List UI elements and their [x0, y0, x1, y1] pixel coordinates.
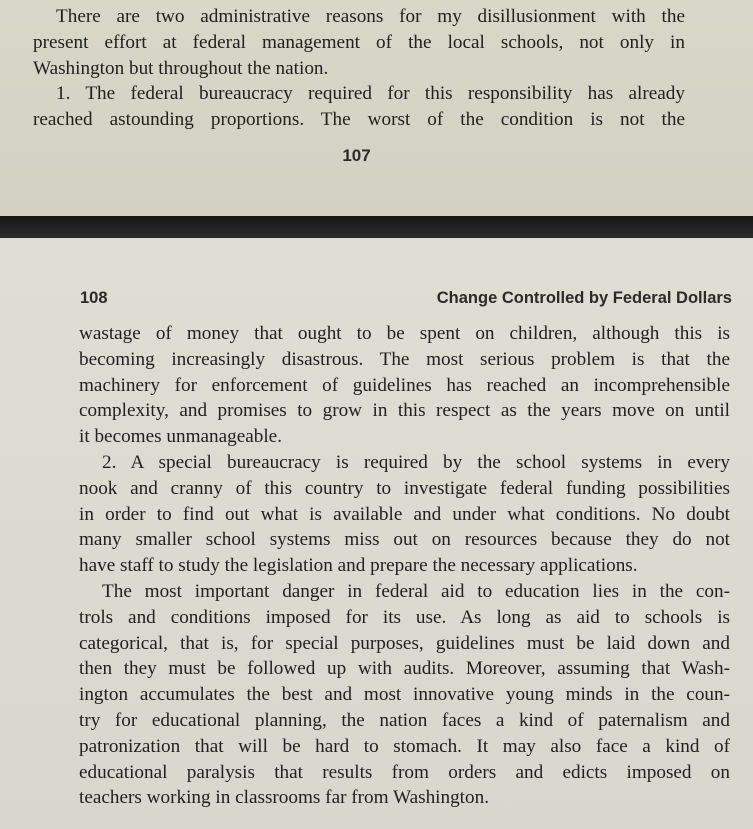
text-line: then they must be followed up with audits. Moreover, assuming that Wash- [79, 658, 730, 680]
text-line: in order to find out what is available and under what conditions. No doubt [79, 503, 730, 525]
page-number-108: 108 [80, 289, 108, 307]
text-line: patronization that will be hard to stomach. It may also face a kind of [79, 735, 730, 757]
book-gutter [0, 216, 753, 238]
text-line: try for educational planning, the nation faces a kind of paternalism and [79, 709, 730, 731]
text-line: reached astounding proportions. The worst of the condition is not the [33, 109, 685, 131]
text-line: present effort at federal management of the local schools, not only in [33, 31, 685, 53]
text-line: trols and conditions imposed for its use. As long as aid to schools is [79, 606, 730, 628]
text-line: machinery for enforcement of guidelines has reached an incomprehensible [79, 374, 730, 396]
page-number-107: 107 [342, 146, 371, 165]
text-line: teachers working in classrooms far from Washington. [79, 787, 490, 809]
text-line: There are two administrative reasons for my disillusionment with the [56, 6, 685, 27]
text-line: wastage of money that ought to be spent on children, although this is [79, 323, 730, 344]
page-107-text [33, 4, 685, 133]
page-108 [0, 238, 753, 829]
page-108-text [79, 321, 730, 811]
text-line: educational paralysis that results from orders and edicts imposed on [79, 761, 730, 783]
text-line: many smaller school systems miss out on resources because they do not [79, 529, 730, 551]
text-line: have staff to study the legislation and prepare the necessary applications. [79, 555, 638, 577]
page-107 [0, 0, 753, 216]
text-line: it becomes unmanageable. [79, 426, 282, 448]
text-line: nook and cranny of this country to investigate federal funding possibilities [79, 477, 730, 499]
text-line: The most important danger in federal aid to education lies in the con- [102, 580, 730, 602]
text-line: 1. The federal bureaucracy required for this responsibility has already [56, 83, 685, 105]
text-line: Washington but throughout the nation. [33, 57, 329, 79]
chapter-title: Change Controlled by Federal Dollars [436, 289, 732, 307]
text-line: ington accumulates the best and most innovative young minds in the coun- [79, 684, 730, 706]
text-line: 2. A special bureaucracy is required by the school systems in every [102, 451, 730, 473]
text-line: becoming increasingly disastrous. The most serious problem is that the [79, 348, 730, 370]
text-line: complexity, and promises to grow in this respect as the years move on until [79, 400, 730, 422]
text-line: categorical, that is, for special purposes, guidelines must be laid down and [79, 632, 730, 654]
